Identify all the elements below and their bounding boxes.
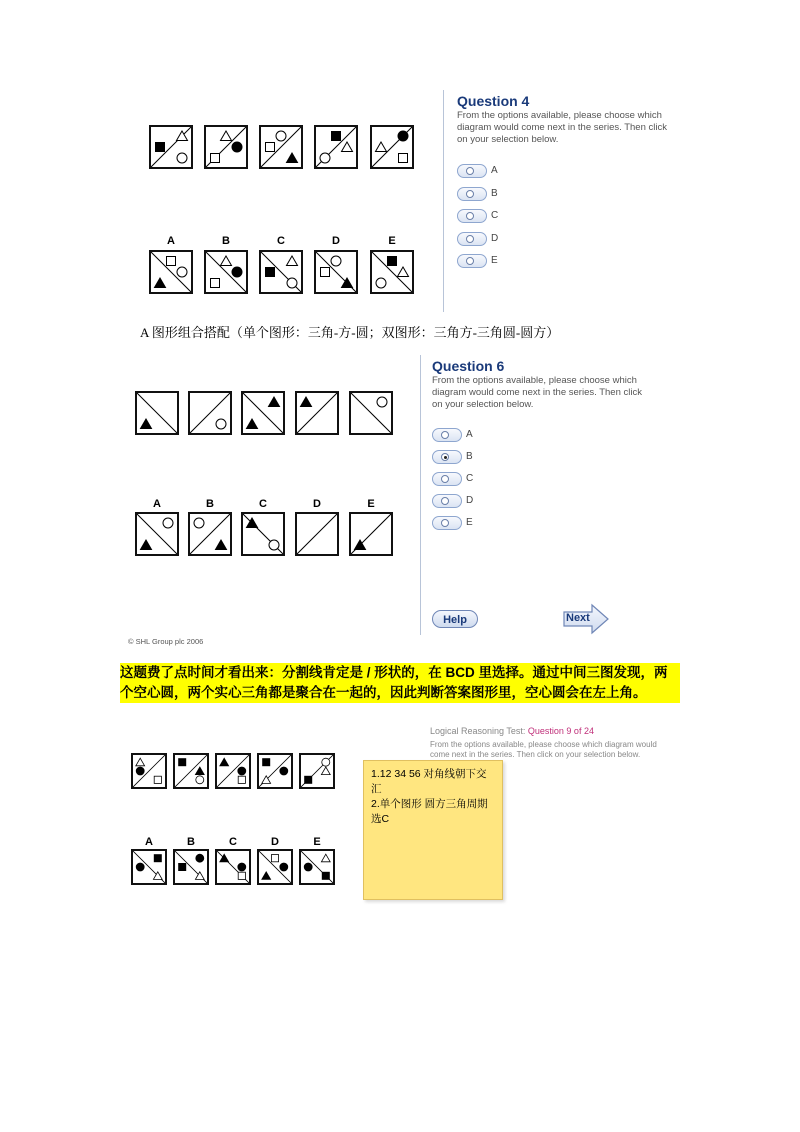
- hollow-square-icon: [211, 154, 220, 163]
- radio-label: A: [491, 165, 498, 176]
- q4-instruction: From the options available, please choose which diagram would come next in the series. Then click on your selection below.: [457, 110, 667, 145]
- q6-instruction: From the options available, please choose which diagram would come next in the series. Then click on your selection below.: [432, 375, 642, 410]
- hollow-triangle-icon: [321, 767, 330, 775]
- filled-circle-icon: [196, 854, 204, 862]
- hollow-square-icon: [167, 257, 176, 266]
- hollow-square-icon: [399, 154, 408, 163]
- filled-square-icon: [179, 759, 186, 766]
- radio-button[interactable]: [457, 232, 487, 246]
- radio-button[interactable]: [432, 472, 462, 486]
- q9-header-question: Question 9 of 24: [527, 726, 594, 736]
- hollow-circle-icon: [177, 153, 187, 163]
- radio-label: B: [466, 451, 473, 462]
- filled-triangle-icon: [155, 278, 166, 288]
- q6-series-tile: [241, 391, 285, 435]
- radio-label: D: [491, 232, 499, 244]
- radio-label: A: [466, 429, 473, 440]
- hollow-circle-icon: [320, 153, 330, 163]
- q4-note: A 图形组合搭配（单个图形：三角-方-圆；双图形：三角方-三角圆-圆方）: [140, 325, 560, 340]
- radio-dot-icon: [441, 453, 449, 461]
- q9-series-tile: [299, 753, 335, 789]
- q4-answer-tile: [204, 250, 248, 294]
- q6-divider: [420, 355, 421, 635]
- filled-square-icon: [179, 863, 186, 870]
- radio-dot-icon: [466, 212, 474, 220]
- filled-circle-icon: [280, 767, 288, 775]
- filled-triangle-icon: [195, 767, 204, 775]
- radio-label: B: [491, 187, 498, 199]
- hollow-square-icon: [154, 776, 161, 783]
- copyright: © SHL Group plc 2006: [128, 637, 204, 646]
- tile-figure: [261, 127, 301, 167]
- filled-square-icon: [266, 268, 275, 277]
- hollow-square-icon: [321, 268, 330, 277]
- tile-figure: [206, 252, 246, 292]
- radio-dot-icon: [466, 257, 474, 265]
- filled-triangle-icon: [301, 397, 312, 407]
- filled-square-icon: [156, 143, 165, 152]
- hollow-triangle-icon: [221, 256, 232, 266]
- q6-option-label: B: [206, 498, 214, 510]
- q9-series-tile: [173, 753, 209, 789]
- q6-answer-tile: [188, 512, 232, 556]
- q4-option-label: D: [332, 235, 340, 247]
- tile-figure: [243, 514, 283, 554]
- tile-figure: [316, 127, 356, 167]
- filled-circle-icon: [136, 767, 144, 775]
- tile-figure: [243, 393, 283, 433]
- radio-button[interactable]: [457, 209, 487, 223]
- sticky-line-2: 2.单个图形 圆方三角周期选C: [371, 798, 488, 825]
- filled-triangle-icon: [287, 153, 298, 163]
- radio-button[interactable]: [457, 164, 487, 178]
- tile-figure: [301, 755, 333, 787]
- filled-triangle-icon: [141, 419, 152, 429]
- sticky-note: [363, 760, 503, 900]
- q9-answer-tile: [173, 849, 209, 885]
- tile-figure: [151, 127, 191, 167]
- q4-answer-tile: [259, 250, 303, 294]
- q4-option-label: B: [222, 235, 230, 247]
- filled-square-icon: [332, 132, 341, 141]
- hollow-circle-icon: [331, 256, 341, 266]
- tile-figure: [206, 127, 246, 167]
- diagonal-line: [297, 514, 337, 554]
- tile-figure: [372, 252, 412, 292]
- tile-figure: [133, 755, 165, 787]
- radio-label: C: [491, 210, 499, 221]
- radio-dot-icon: [441, 475, 449, 483]
- radio-dot-icon: [466, 167, 474, 175]
- q6-answer-tile: [349, 512, 393, 556]
- hollow-triangle-icon: [376, 142, 387, 152]
- hollow-square-icon: [271, 855, 278, 862]
- q4-series-tile: [370, 125, 414, 169]
- q4-option-label: A: [167, 235, 175, 247]
- tile-figure: [190, 393, 230, 433]
- tile-figure: [175, 851, 207, 883]
- radio-button[interactable]: [457, 187, 487, 201]
- q4-option-label: E: [388, 235, 396, 247]
- next-button[interactable]: [562, 603, 610, 635]
- tile-figure: [137, 393, 177, 433]
- q6-series-tile: [295, 391, 339, 435]
- tile-figure: [133, 851, 165, 883]
- filled-square-icon: [322, 872, 329, 879]
- q6-series-tile: [349, 391, 393, 435]
- radio-button[interactable]: [432, 516, 462, 530]
- filled-circle-icon: [238, 863, 246, 871]
- filled-circle-icon: [136, 863, 144, 871]
- sticky-line-1: 1.12 34 56 对角线朝下交汇: [371, 768, 487, 795]
- q9-answer-tile: [215, 849, 251, 885]
- hollow-circle-icon: [276, 131, 286, 141]
- hollow-circle-icon: [377, 397, 387, 407]
- radio-button[interactable]: [457, 254, 487, 268]
- filled-square-icon: [154, 855, 161, 862]
- q4-series-tile: [149, 125, 193, 169]
- q4-option-label: C: [277, 235, 285, 247]
- tile-figure: [190, 514, 230, 554]
- radio-button[interactable]: [432, 450, 462, 464]
- filled-circle-icon: [398, 131, 408, 141]
- hollow-square-icon: [238, 776, 245, 783]
- tile-figure: [137, 514, 177, 554]
- radio-dot-icon: [441, 431, 449, 439]
- q9-series-tile: [215, 753, 251, 789]
- q4-series-tile: [259, 125, 303, 169]
- radio-dot-icon: [441, 519, 449, 527]
- radio-button[interactable]: [432, 428, 462, 442]
- hollow-circle-icon: [196, 776, 204, 784]
- hollow-circle-icon: [376, 278, 386, 288]
- filled-square-icon: [263, 759, 270, 766]
- hollow-circle-icon: [287, 278, 297, 288]
- tile-figure: [151, 252, 191, 292]
- filled-triangle-icon: [247, 419, 258, 429]
- tile-figure: [259, 851, 291, 883]
- filled-square-icon: [305, 776, 312, 783]
- hollow-triangle-icon: [136, 758, 145, 766]
- q4-series-tile: [204, 125, 248, 169]
- hollow-triangle-icon: [398, 267, 409, 277]
- tile-figure: [175, 755, 207, 787]
- filled-triangle-icon: [220, 758, 229, 766]
- filled-triangle-icon: [269, 397, 280, 407]
- q9-answer-tile: [299, 849, 335, 885]
- hollow-square-icon: [211, 279, 220, 288]
- tile-figure: [259, 755, 291, 787]
- hollow-circle-icon: [269, 540, 279, 550]
- q9-option-label: D: [271, 836, 279, 848]
- next-button-label: Next: [566, 612, 590, 624]
- hollow-triangle-icon: [342, 142, 353, 152]
- q4-answer-tile: [149, 250, 193, 294]
- q9-instruction: From the options available, please choose which diagram would come next in the series. Then click on your selection below.: [430, 740, 657, 759]
- tile-figure: [297, 514, 337, 554]
- radio-label: E: [491, 255, 498, 266]
- filled-triangle-icon: [262, 872, 271, 880]
- hollow-triangle-icon: [321, 854, 330, 862]
- hollow-triangle-icon: [287, 256, 298, 266]
- q9-header-prefix: Logical Reasoning Test:: [430, 726, 528, 736]
- q4-answer-tile: [370, 250, 414, 294]
- hollow-triangle-icon: [221, 131, 232, 141]
- q9-option-label: A: [145, 836, 153, 848]
- tile-figure: [297, 393, 337, 433]
- hollow-circle-icon: [194, 518, 204, 528]
- filled-circle-icon: [232, 267, 242, 277]
- radio-dot-icon: [466, 235, 474, 243]
- hollow-square-icon: [238, 872, 245, 879]
- hollow-square-icon: [266, 143, 275, 152]
- filled-circle-icon: [304, 863, 312, 871]
- tile-figure: [351, 514, 391, 554]
- tile-figure: [301, 851, 333, 883]
- radio-label: C: [466, 473, 474, 484]
- radio-button[interactable]: [432, 494, 462, 508]
- filled-circle-icon: [232, 142, 242, 152]
- q4-series-tile: [314, 125, 358, 169]
- q6-series-tile: [188, 391, 232, 435]
- filled-triangle-icon: [141, 540, 152, 550]
- radio-label: E: [466, 517, 473, 528]
- q6-note: 这题费了点时间才看出来：分割线肯定是 / 形状的，在 BCD 里选择。通过中间三图发现，两个空心圆，两个实心三角都是聚合在一起的，因此判断答案图形里，空心圆会在左上角。: [120, 663, 680, 703]
- q6-option-label: A: [153, 498, 161, 510]
- q6-title: Question 6: [432, 358, 505, 374]
- q4-answer-tile: [314, 250, 358, 294]
- q6-option-label: D: [313, 498, 321, 510]
- q6-answer-tile: [241, 512, 285, 556]
- q9-option-label: E: [313, 836, 321, 848]
- q9-series-tile: [131, 753, 167, 789]
- radio-dot-icon: [441, 497, 449, 505]
- q9-header: [430, 726, 594, 736]
- hollow-circle-icon: [177, 267, 187, 277]
- q6-answer-tile: [135, 512, 179, 556]
- help-button[interactable]: Help: [432, 610, 478, 628]
- filled-square-icon: [388, 257, 397, 266]
- q6-answer-tile: [295, 512, 339, 556]
- q6-option-label: C: [259, 498, 267, 510]
- q4-title: Question 4: [457, 93, 530, 109]
- tile-figure: [217, 755, 249, 787]
- hollow-circle-icon: [322, 758, 330, 766]
- filled-circle-icon: [280, 863, 288, 871]
- q6-series-tile: [135, 391, 179, 435]
- q4-divider: [443, 90, 444, 312]
- hollow-circle-icon: [163, 518, 173, 528]
- tile-figure: [217, 851, 249, 883]
- filled-triangle-icon: [216, 540, 227, 550]
- tile-figure: [316, 252, 356, 292]
- diagonal-line: [297, 393, 337, 433]
- tile-figure: [372, 127, 412, 167]
- q9-answer-tile: [131, 849, 167, 885]
- q9-answer-tile: [257, 849, 293, 885]
- q9-option-label: C: [229, 836, 237, 848]
- hollow-circle-icon: [216, 419, 226, 429]
- tile-figure: [261, 252, 301, 292]
- radio-dot-icon: [466, 190, 474, 198]
- q9-option-label: B: [187, 836, 195, 848]
- filled-circle-icon: [238, 767, 246, 775]
- radio-label: D: [466, 495, 474, 506]
- q6-option-label: E: [367, 498, 375, 510]
- q9-series-tile: [257, 753, 293, 789]
- tile-figure: [351, 393, 391, 433]
